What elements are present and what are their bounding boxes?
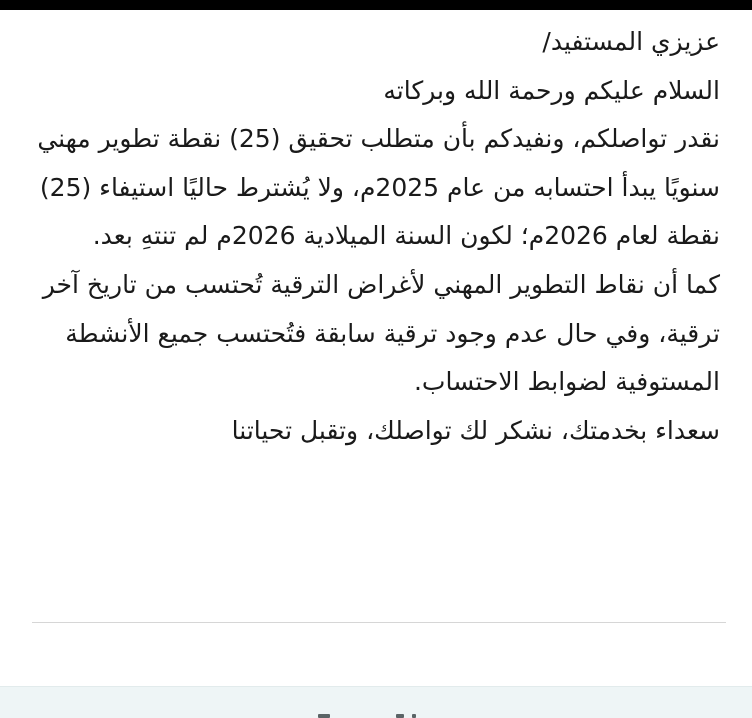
closing-line: سعداء بخدمتك، نشكر لك تواصلك، وتقبل تحياتنا <box>231 415 720 445</box>
bottom-panel <box>0 686 752 718</box>
message-paragraph: كما أن نقاط التطوير المهني لأغراض الترقية تُحتسب من تاريخ آخر ترقية، وفي حال عدم وجود ترقية سابقة فتُحتسب جميع الأنشطة المستوفية لضوابط الاحتساب. <box>42 269 720 397</box>
message-paragraph: نقدر تواصلكم، ونفيدكم بأن متطلب تحقيق (25) نقطة تطوير مهني سنويًا يبدأ احتسابه من عام 2025م، ولا يُشترط حاليًا استيفاء (25) نقطة لعام 2026م؛ لكون السنة الميلادية 2026م لم تنتهِ بعد. <box>37 124 720 251</box>
salutation-line: السلام عليكم ورحمة الله وبركاته <box>383 75 720 105</box>
status-bar <box>0 0 752 10</box>
divider <box>32 622 726 623</box>
cut-off-text <box>300 714 460 718</box>
greeting-line: عزيزي المستفيد/ <box>542 27 720 56</box>
message-body <box>36 18 720 455</box>
